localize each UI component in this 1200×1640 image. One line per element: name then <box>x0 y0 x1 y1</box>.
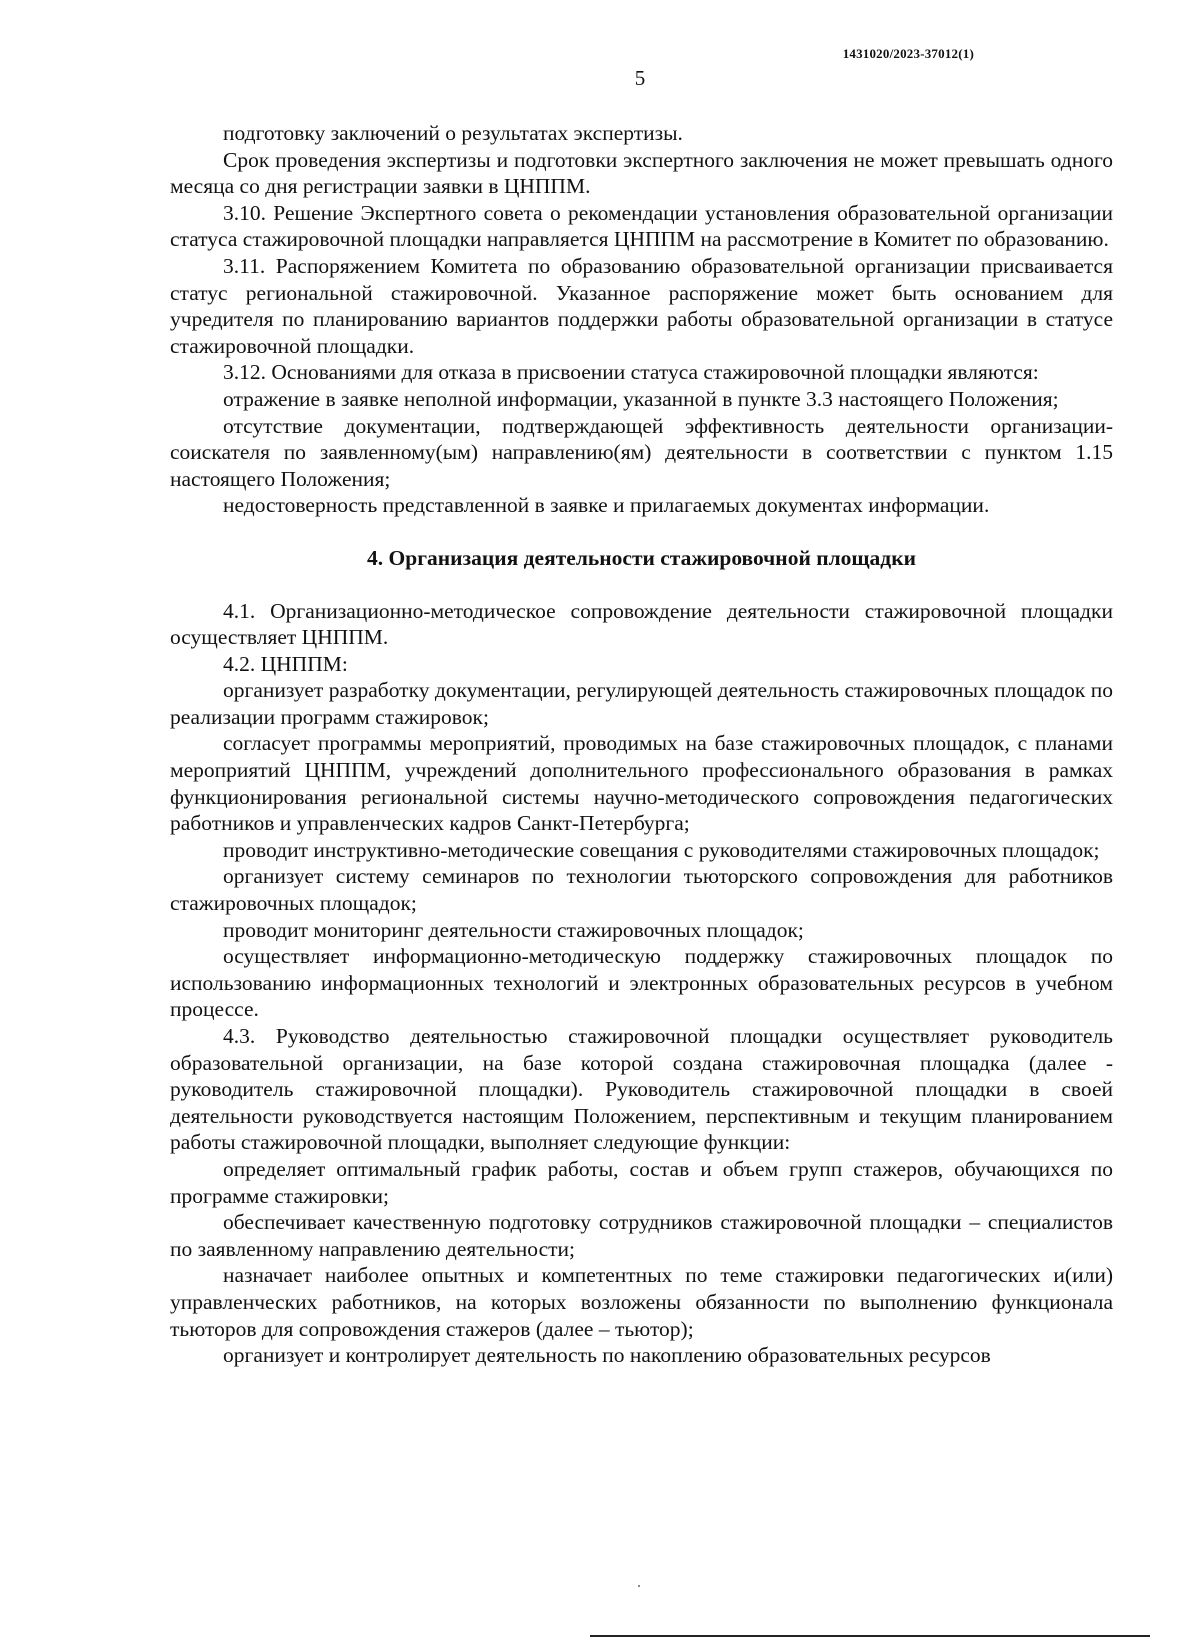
paragraph: назначает наиболее опытных и компетентных по теме стажировки педагогических и(или) управленческих работников, на которых возложены обязанности по выполнению функционала тьюторов для сопровождения стажеров (далее – тьютор); <box>170 1263 1113 1341</box>
paragraph: недостоверность представленной в заявке и прилагаемых документах информации. <box>223 493 990 518</box>
section-heading: 4. Организация деятельности стажировочной площадки <box>367 545 916 570</box>
page-number: 5 <box>634 66 646 90</box>
paragraph: организует и контролирует деятельность по накоплению образовательных ресурсов <box>223 1343 991 1368</box>
footer-rule <box>590 1635 1150 1637</box>
paragraph: организует систему семинаров по технологии тьюторского сопровождения для работников стажировочных площадок; <box>170 864 1113 916</box>
paragraph: согласует программы мероприятий, проводимых на базе стажировочных площадок, с планами мероприятий ЦНППМ, учреждений дополнительного профессионального образования в рамках функционирования региональной системы научно-методического сопровождения педагогических работников и управленческих кадров Санкт-Петербурга; <box>170 731 1113 836</box>
paragraph: отражение в заявке неполной информации, указанной в пункте 3.3 настоящего Положения; <box>223 386 1059 411</box>
paragraph: 4.1. Организационно-методическое сопровождение деятельности стажировочной площадки осуществляет ЦНППМ. <box>170 598 1113 650</box>
paragraph: осуществляет информационно-методическую поддержку стажировочных площадок по использованию информационных технологий и электронных образовательных ресурсов в учебном процессе. <box>170 944 1113 1022</box>
paragraph: 3.12. Основаниями для отказа в присвоении статуса стажировочной площадки являются: <box>223 360 1039 385</box>
paragraph: отсутствие документации, подтверждающей эффективность деятельности организации-соискателя по заявленному(ым) направлению(ям) деятельности в соответствии с пунктом 1.15 настоящего Положения; <box>170 413 1113 491</box>
paragraph: организует разработку документации, регулирующей деятельность стажировочных площадок по реализации программ стажировок; <box>170 678 1113 729</box>
paragraph: 4.2. ЦНППМ: <box>223 651 348 676</box>
scan-speck <box>638 1585 640 1587</box>
paragraph: 4.3. Руководство деятельностью стажировочной площадки осуществляет руководитель образовательной организации, на базе которой создана стажировочная площадка (далее - руководитель стажировочной площадки). Руководитель стажировочной площадки в своей деятельности руководствуется настоящим Положением, перспективным и текущим планированием работы стажировочной площадки, выполняет следующие функции: <box>170 1024 1113 1155</box>
paragraph: проводит мониторинг деятельности стажировочных площадок; <box>223 917 804 942</box>
paragraph: Срок проведения экспертизы и подготовки экспертного заключения не может превышать одного месяца со дня регистрации заявки в ЦНППМ. <box>170 147 1113 199</box>
document-body <box>170 120 1113 1369</box>
paragraph: 3.11. Распоряжением Комитета по образованию образовательной организации присваивается статус региональной стажировочной. Указанное распоряжение может быть основанием для учредителя по планированию вариантов поддержки работы образовательной организации в статусе стажировочной площадки. <box>170 253 1113 358</box>
paragraph: проводит инструктивно-методические совещания с руководителями стажировочных площадок; <box>223 837 1100 862</box>
paragraph: обеспечивает качественную подготовку сотрудников стажировочной площадки – специалистов по заявленному направлению деятельности; <box>170 1210 1113 1261</box>
paragraph: подготовку заключений о результатах экспертизы. <box>223 121 683 145</box>
paragraph: 3.10. Решение Экспертного совета о рекомендации установления образовательной организации статуса стажировочной площадки направляется ЦНППМ на рассмотрение в Комитет по образованию. <box>170 200 1113 252</box>
document-registration-number: 1431020/2023-37012(1) <box>842 46 974 61</box>
paragraph: определяет оптимальный график работы, состав и объем групп стажеров, обучающихся по программе стажировки; <box>170 1156 1113 1208</box>
